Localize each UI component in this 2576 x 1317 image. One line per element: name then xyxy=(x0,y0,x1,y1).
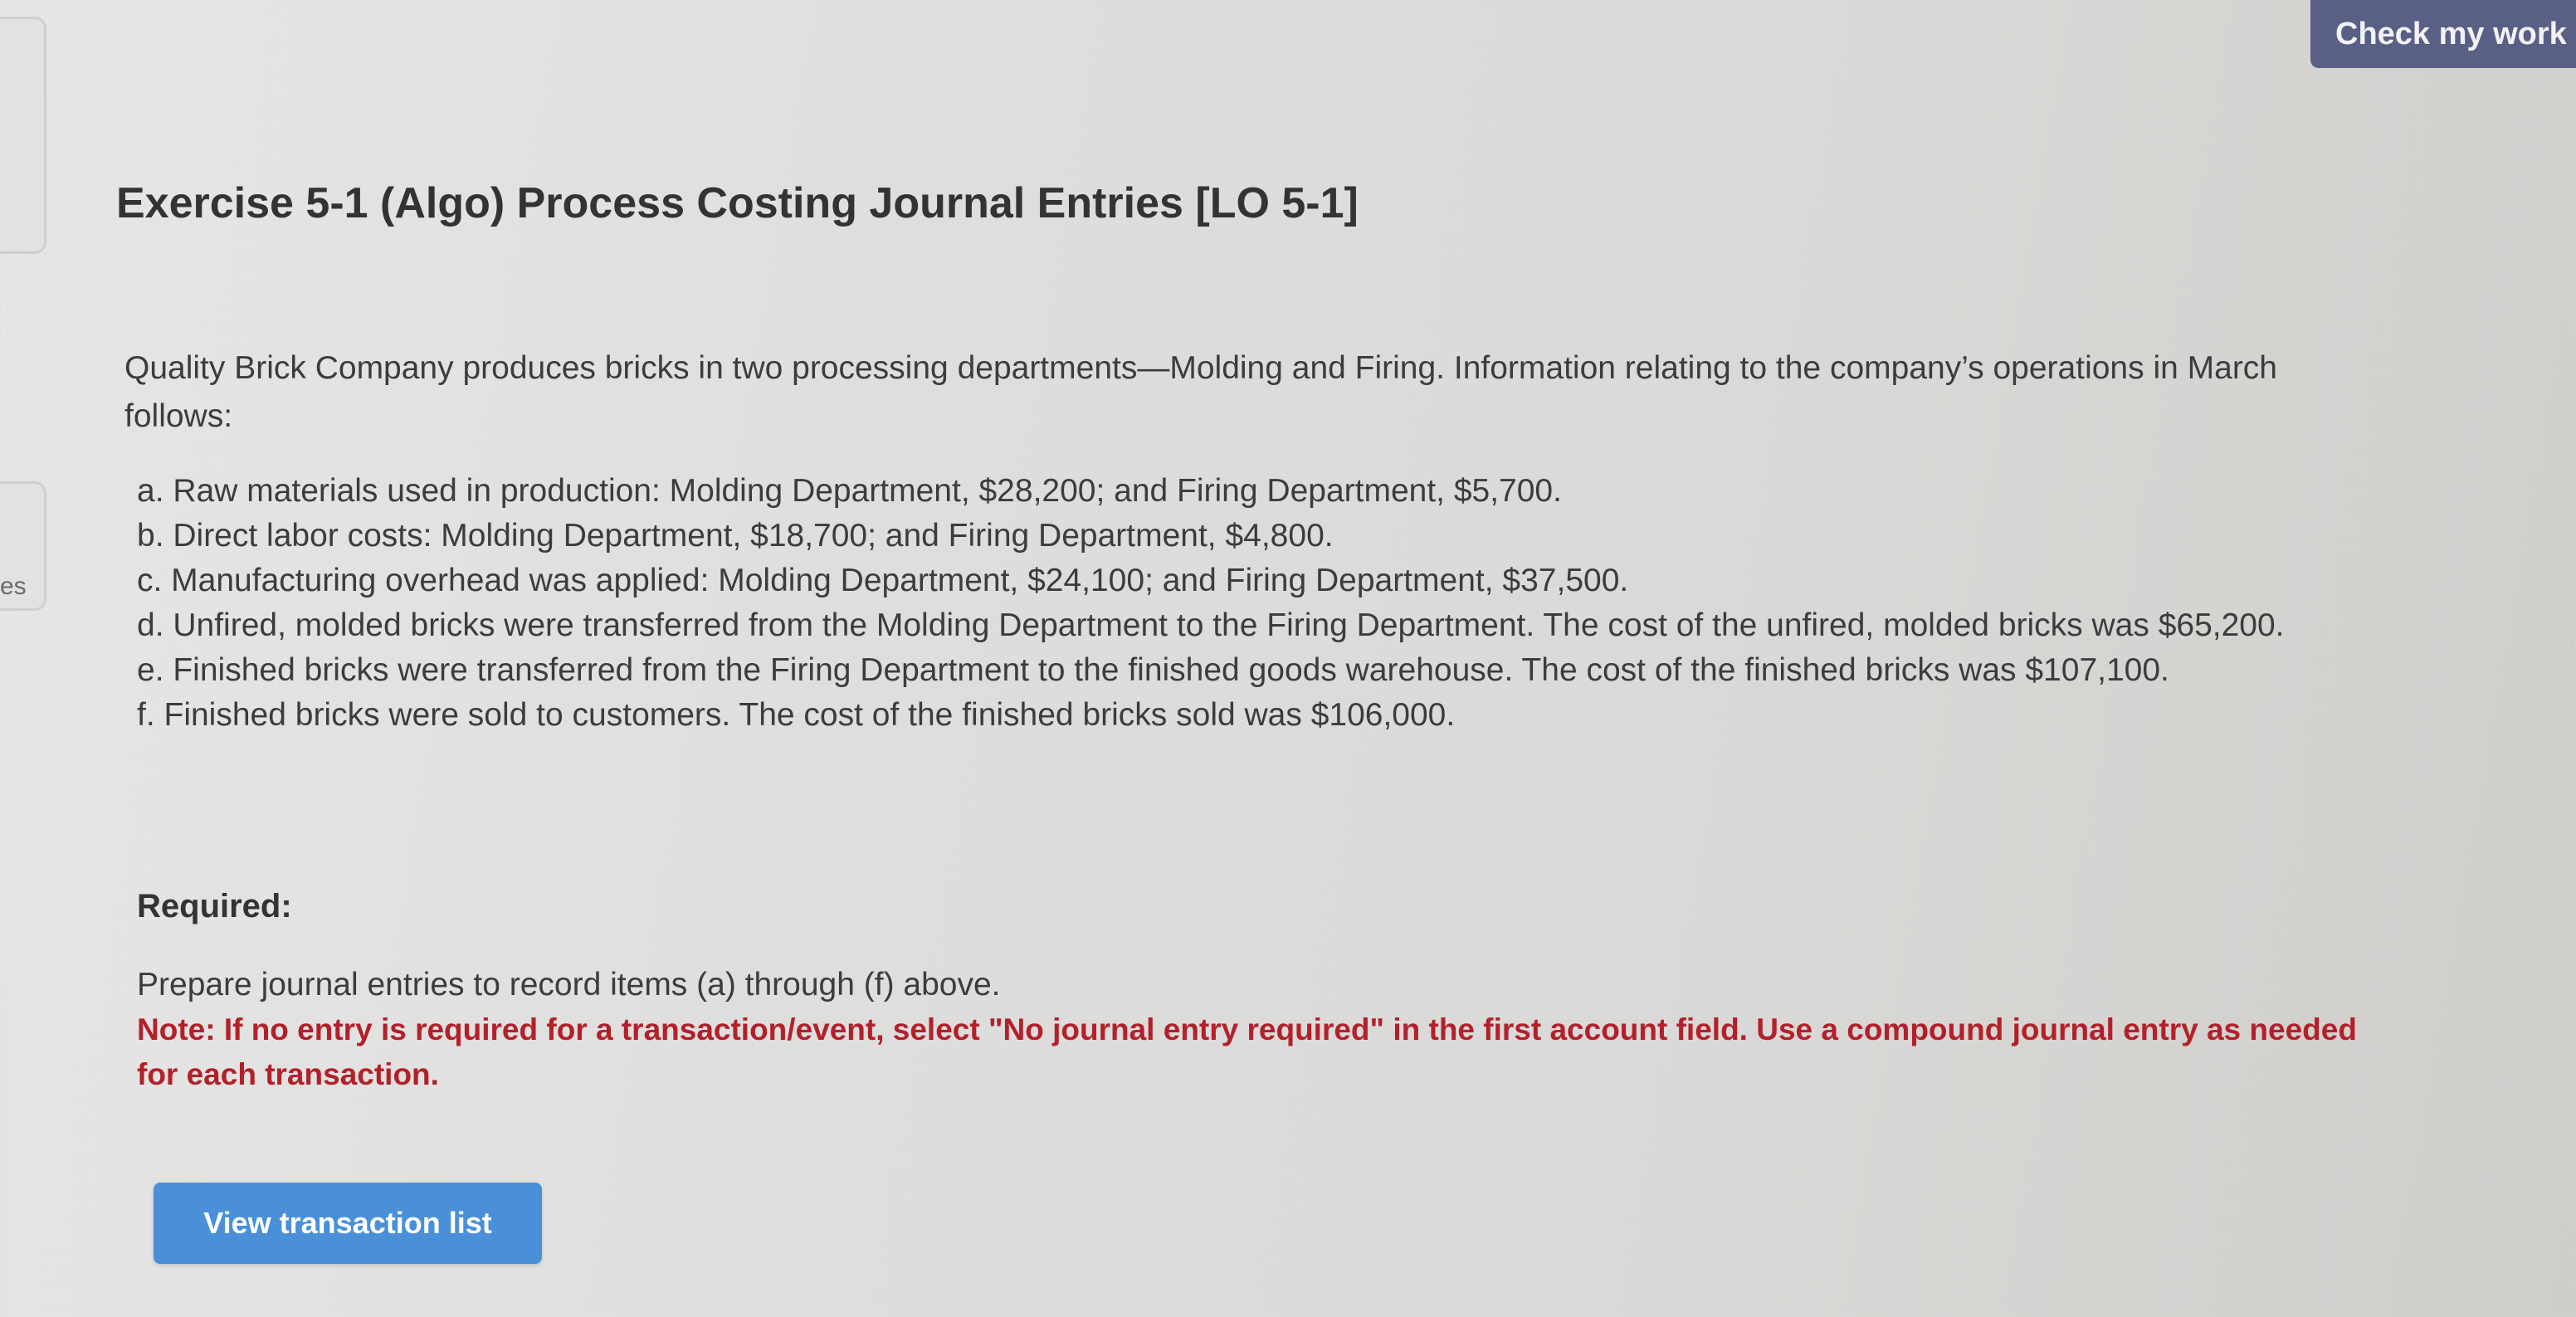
list-item: d. Unfired, molded bricks were transferred from the Molding Department to the Firing Department. The cost of the unfired, molded bricks was $65,200. xyxy=(137,607,2285,643)
required-heading: Required: xyxy=(137,888,292,924)
left-nav-panel-top[interactable] xyxy=(0,17,46,254)
transaction-items-list xyxy=(137,469,2378,738)
list-item: c. Manufacturing overhead was applied: Molding Department, $24,100; and Firing Department, $37,500. xyxy=(137,563,1629,598)
list-item: b. Direct labor costs: Molding Department, $18,700; and Firing Department, $4,800. xyxy=(137,518,1334,554)
left-navigation-rail xyxy=(0,0,40,1317)
instruction-text: Prepare journal entries to record items (a) through (f) above. xyxy=(137,967,1001,1002)
list-item: f. Finished bricks were sold to customers. The cost of the finished bricks sold was $106,000. xyxy=(137,697,1456,733)
list-item: e. Finished bricks were transferred from the Firing Department to the finished goods warehouse. The cost of the finished bricks was $107,100. xyxy=(137,652,2169,688)
instructions-block xyxy=(137,963,2378,1097)
exercise-title: Exercise 5-1 (Algo) Process Costing Journal Entries [LO 5-1] xyxy=(116,179,1359,227)
exercise-intro: Quality Brick Company produces bricks in two processing departments—Molding and Firing. Information relating to the company’s operations in March follows: xyxy=(124,350,2277,434)
view-transaction-list-button[interactable]: View transaction list xyxy=(154,1183,542,1264)
note-text: Note: If no entry is required for a transaction/event, select "No journal entry required" in the first account field. Use a compound journal entry as needed for each transaction. xyxy=(137,1012,2357,1091)
list-item: a. Raw materials used in production: Molding Department, $28,200; and Firing Department, $5,700. xyxy=(137,473,1562,509)
check-my-work-button[interactable]: Check my work xyxy=(2310,0,2576,68)
left-nav-label-fragment: es xyxy=(0,573,27,600)
